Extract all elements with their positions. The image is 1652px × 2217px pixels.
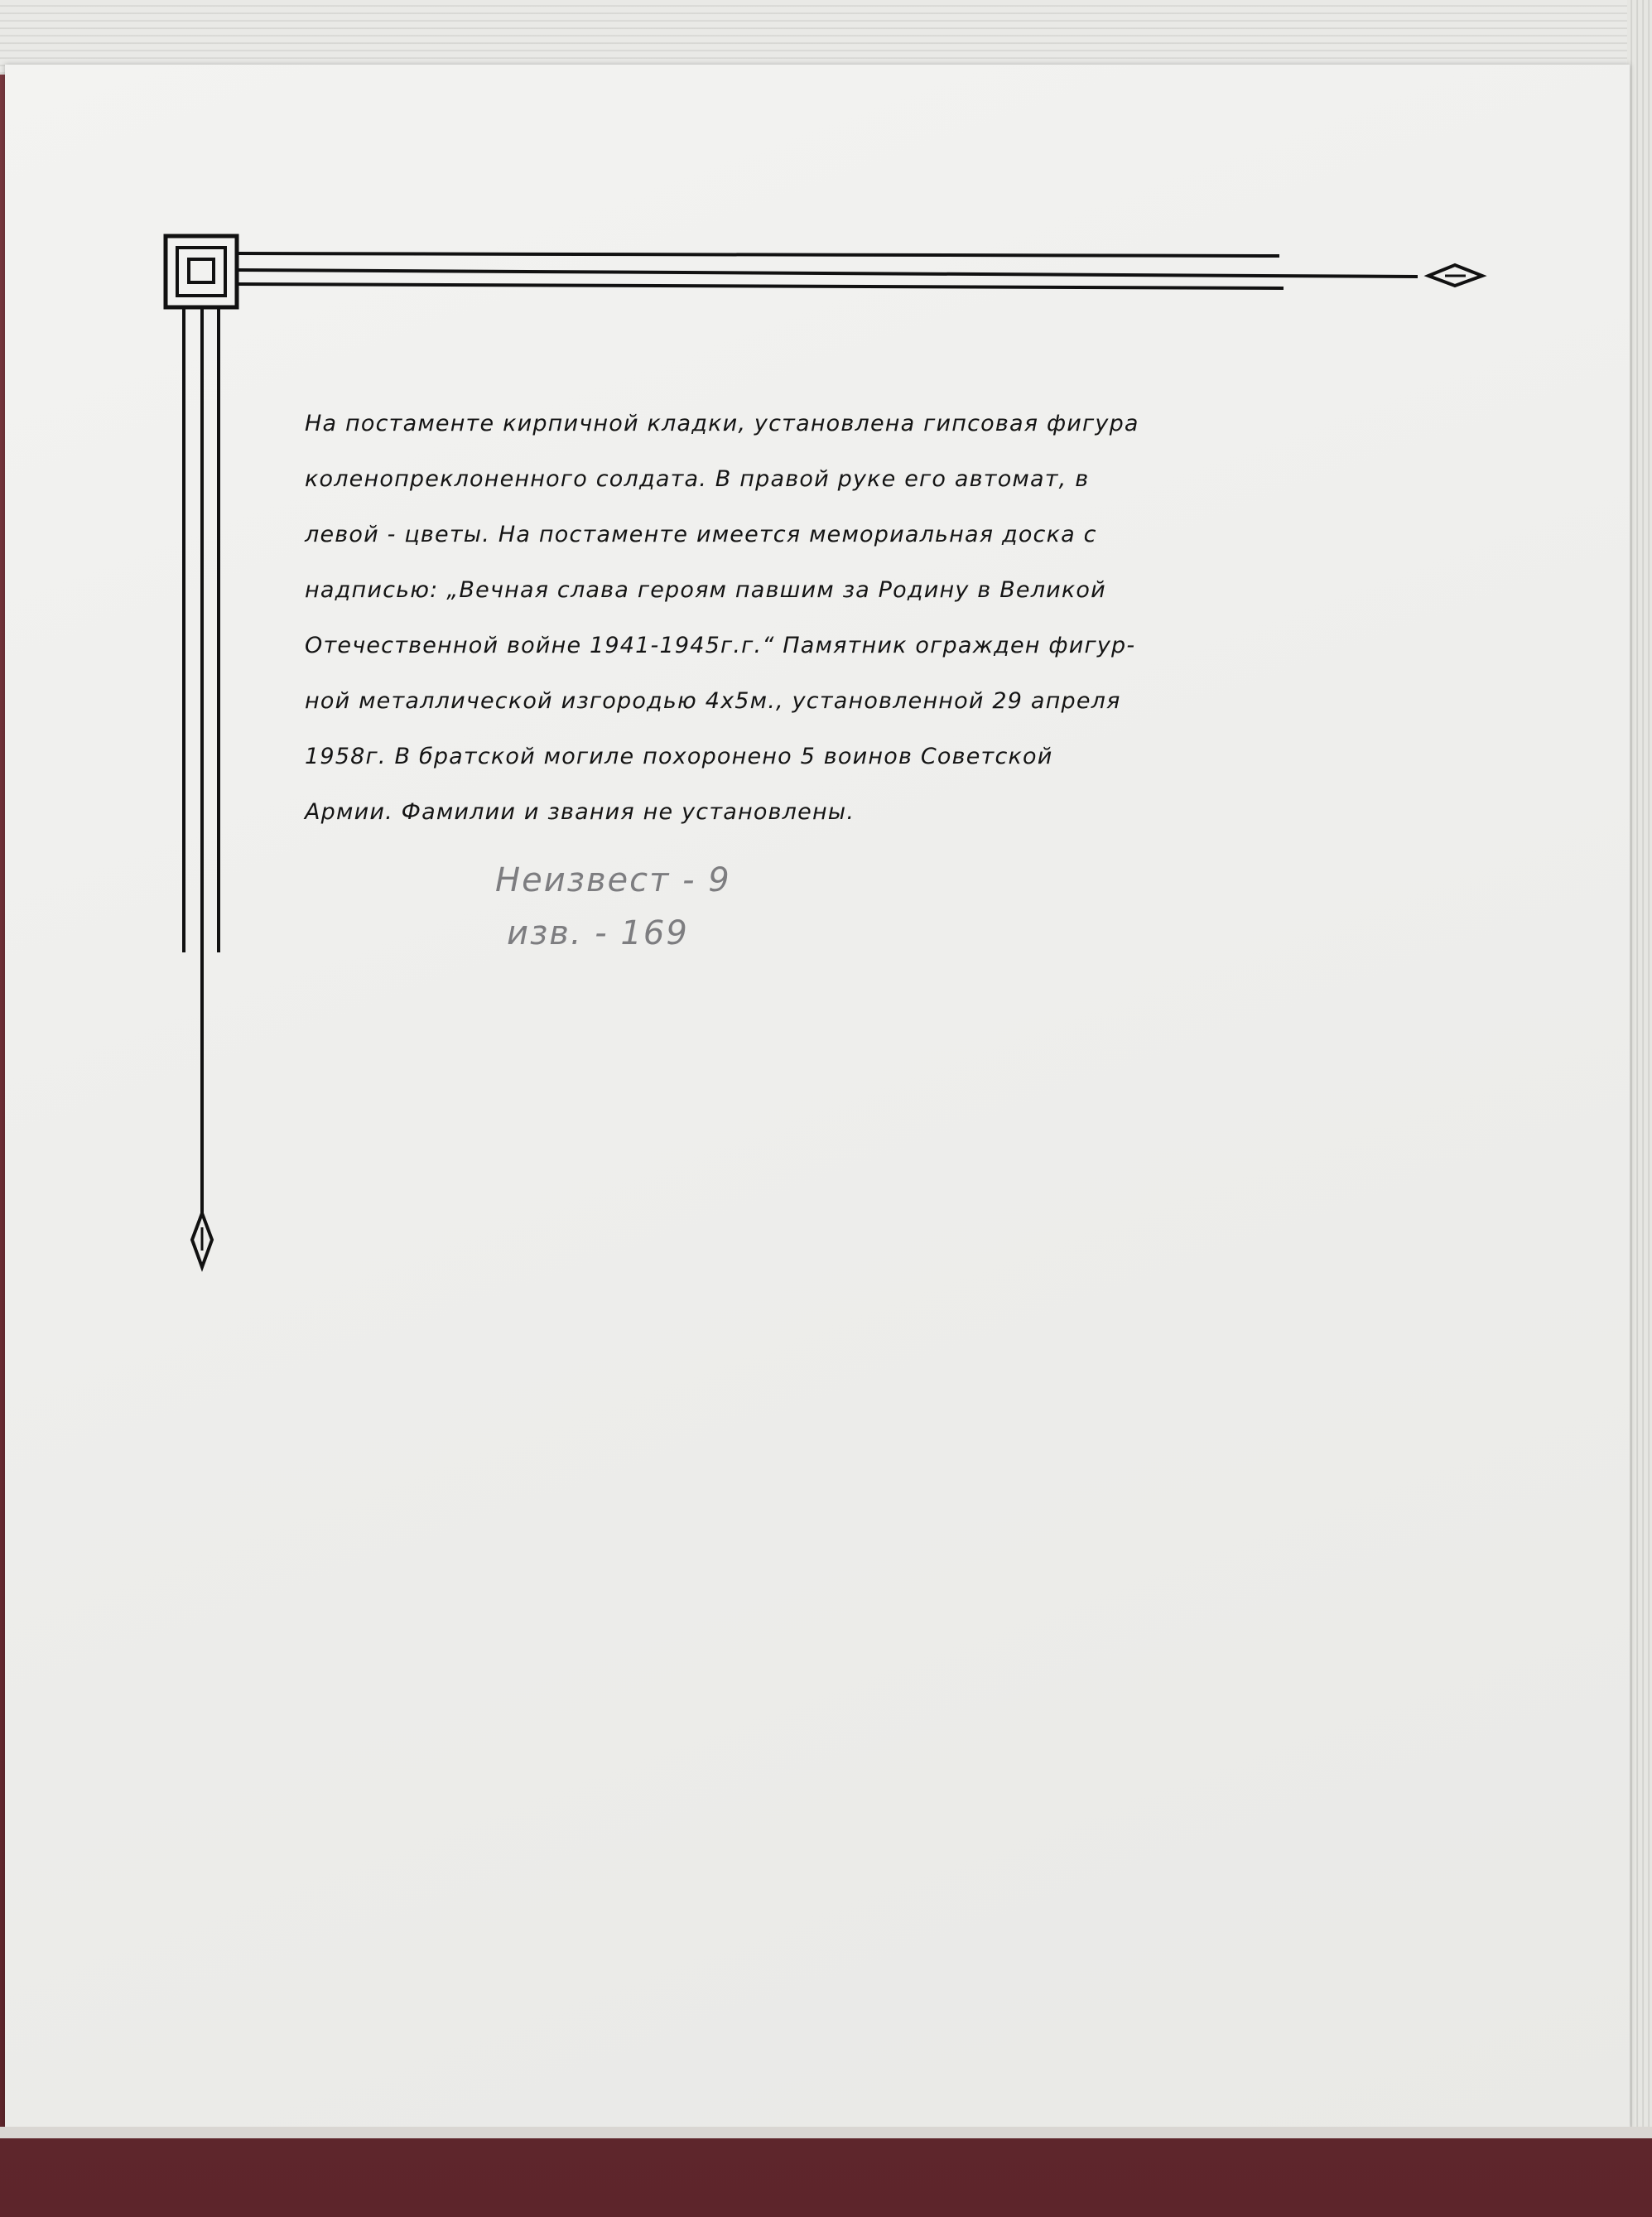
pencil-note-known: изв. - 169 bbox=[507, 914, 689, 952]
top-rule-1 bbox=[237, 253, 1279, 256]
corner-square-middle bbox=[177, 248, 225, 296]
text-line-8: Армии. Фамилии и звания не установлены. bbox=[305, 799, 855, 825]
text-line-1: На постаменте кирпичной кладки, установлена гипсовая фигура bbox=[305, 411, 1139, 436]
text-line-2: коленопреклоненного солдата. В правой руке его автомат, в bbox=[305, 466, 1090, 492]
text-line-7: 1958г. В братской могиле похоронено 5 воинов Советской bbox=[305, 744, 1053, 769]
diamond-finial-bottom-icon bbox=[192, 1213, 212, 1267]
text-line-4: надписью: „Вечная слава героям павшим за Родину в Великой bbox=[305, 577, 1106, 603]
text-line-6: ной металлической изгородью 4х5м., установленной 29 апреля bbox=[305, 688, 1121, 714]
diamond-finial-icon bbox=[1428, 265, 1482, 286]
top-rule-3 bbox=[237, 284, 1284, 288]
handwritten-text-block bbox=[305, 396, 1323, 840]
top-rule-2 bbox=[237, 270, 1418, 277]
pencil-note-unknown: Неизвест - 9 bbox=[495, 861, 731, 899]
text-line-5: Отечественной войне 1941-1945г.г.“ Памятник огражден фигур- bbox=[305, 633, 1136, 658]
text-line-3: левой - цветы. На постаменте имеется мемориальная доска с bbox=[305, 522, 1097, 547]
corner-square-inner bbox=[189, 259, 214, 282]
